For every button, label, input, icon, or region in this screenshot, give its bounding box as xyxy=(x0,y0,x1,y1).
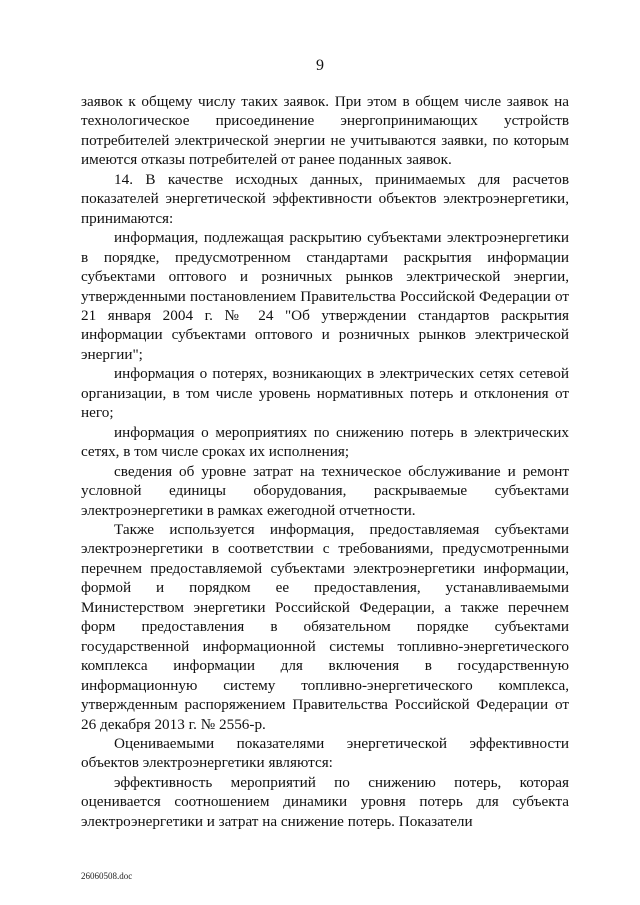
paragraph-continuation: заявок к общему числу таких заявок. При этом в общем числе заявок на технологическое присоединение энергопринимающих устройств потребителей электрической энергии не учитываются заявки, по которым имеются отказы потребителей от ранее поданных заявок. xyxy=(81,93,569,169)
paragraph-evaluated-indicators: Оцениваемыми показателями энергетической эффективности объектов электроэнергетики являются: xyxy=(81,734,569,772)
footer-file-code: 26060508.doc xyxy=(81,871,133,881)
paragraph-item-14: 14. В качестве исходных данных, принимаемых для расчетов показателей энергетической эффективности объектов электроэнергетики, принимаются: xyxy=(81,170,569,227)
paragraph-disclosure-info: информация, подлежащая раскрытию субъектами электроэнергетики в порядке, предусмотренном стандартами раскрытия информации субъектами оптового и розничных рынков электрической энергии, утвержденными постановлением Правительства Российской Федерации от 21 января 2004 г. № 24 "Об утверждении стандартов раскрытия информации субъектами оптового и розничных рынков электрической энергии"; xyxy=(81,229,569,363)
paragraph-maintenance-costs: сведения об уровне затрат на техническое обслуживание и ремонт условной единицы оборудования, раскрываемые субъектами электроэнергетики в рамках ежегодной отчетности. xyxy=(81,462,569,519)
document-body xyxy=(81,92,569,831)
paragraph-losses-info: информация о потерях, возникающих в электрических сетях сетевой организации, в том числе уровень нормативных потерь и отклонения от него; xyxy=(81,365,569,422)
paragraph-loss-efficiency: эффективность мероприятий по снижению потерь, которая оценивается соотношением динамики уровня потерь для субъекта электроэнергетики и затрат на снижение потерь. Показатели xyxy=(81,773,569,830)
paragraph-measures-info: информация о мероприятиях по снижению потерь в электрических сетях, в том числе сроках их исполнения; xyxy=(81,423,569,461)
paragraph-additional-info: Также используется информация, предоставляемая субъектами электроэнергетики в соответствии с требованиями, предусмотренными перечнем предоставляемой субъектами электроэнергетики информации, формой и порядком ее предоставления, устанавливаемыми Министерством энергетики Российской Федерации, а также перечнем форм предоставления в обязательном порядке субъектами государственной информационной системы топливно-энергетического комплекса информации для включения в государственную информационную систему топливно-энергетического комплекса, утвержденным распоряжением Правительства Российской Федерации от 26 декабря 2013 г. № 2556-р. xyxy=(81,520,569,733)
page-number: 9 xyxy=(316,57,324,74)
